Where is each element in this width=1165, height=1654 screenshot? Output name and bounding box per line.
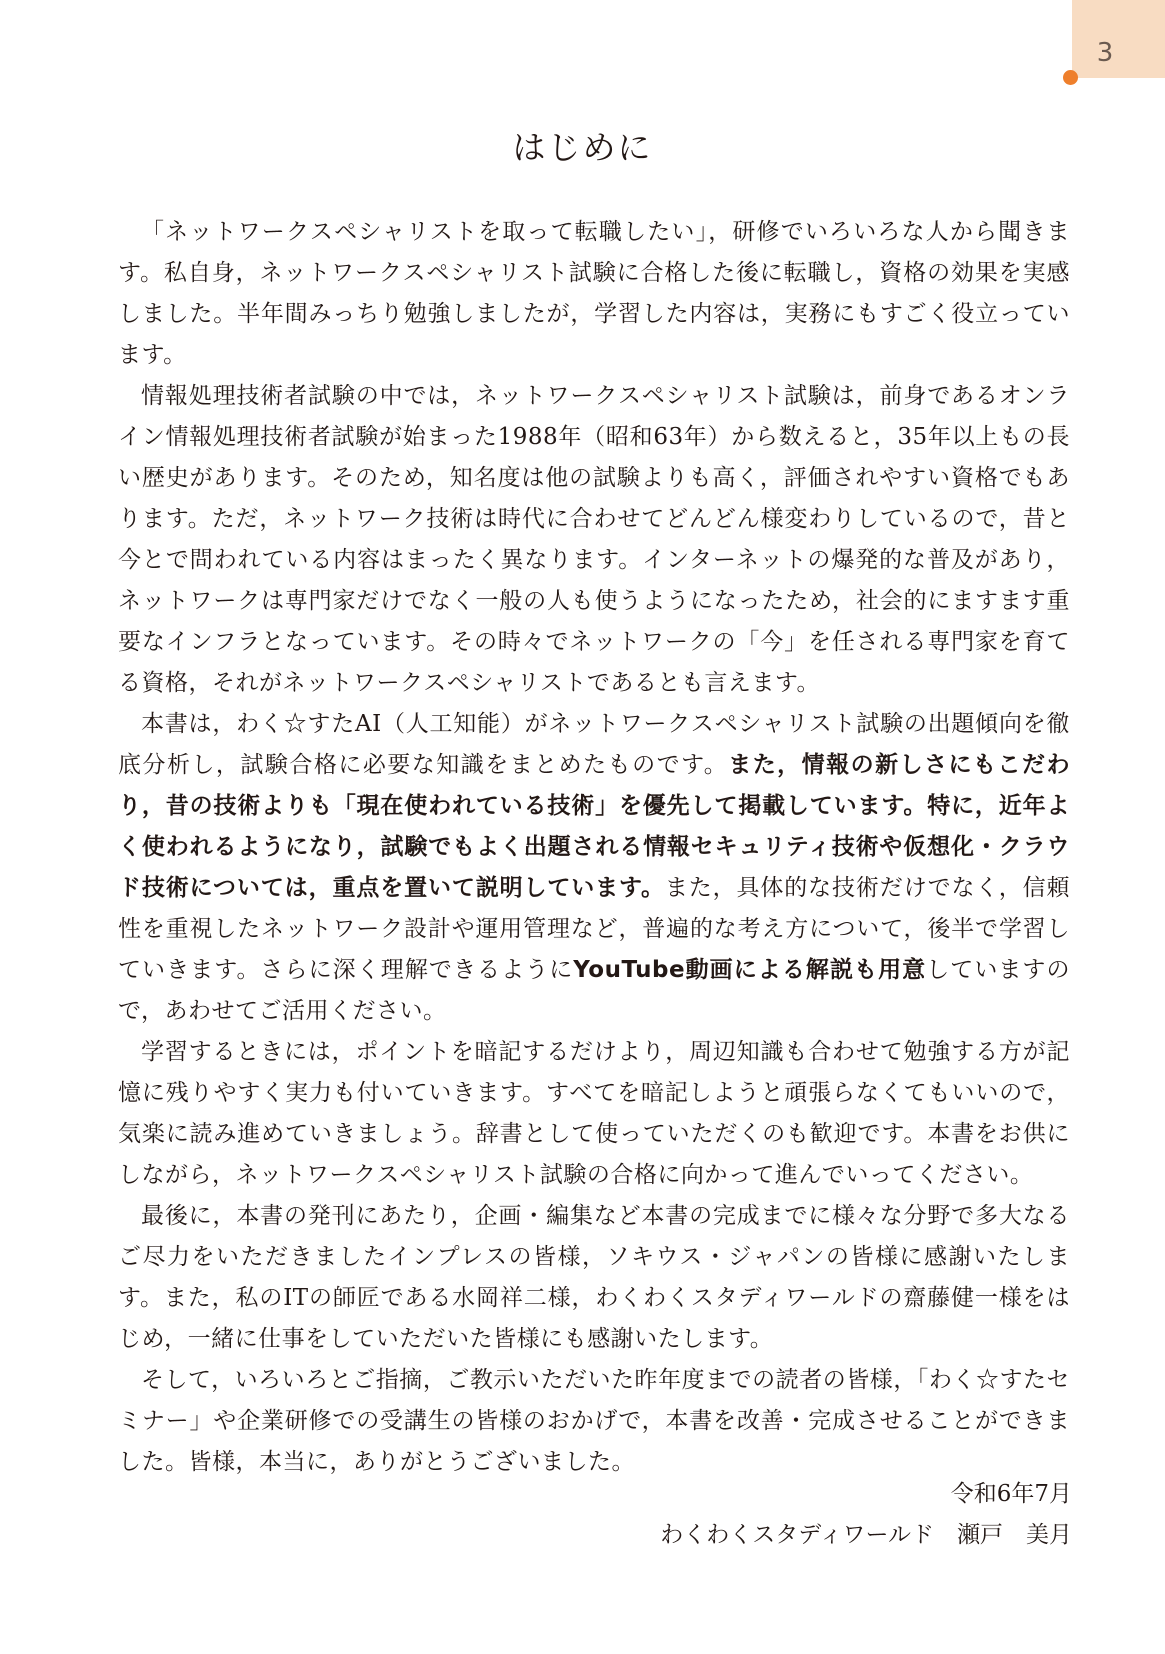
text-segment: そして，いろいろとご指摘，ご教示いただいた昨年度までの読者の皆様，「わく☆すたセミナー」や企業研修での受講生の皆様のおかげで，本書を改善・完成させることができました。皆様，本当に，ありがとうございました。 xyxy=(118,1367,1070,1475)
page-number: 3 xyxy=(1096,38,1114,68)
paragraph xyxy=(118,1196,1070,1360)
paragraph xyxy=(118,212,1070,376)
text-segment: していますので，あわせてご活用ください。 xyxy=(118,957,1070,1024)
paragraph xyxy=(118,1360,1070,1483)
page-title: はじめに xyxy=(512,128,653,167)
signature-date: 令和6年7月 xyxy=(950,1481,1072,1507)
signature xyxy=(660,1474,1072,1556)
text-segment: 「ネットワークスペシャリストを取って転職したい」，研修でいろいろな人から聞きます。私自身，ネットワークスペシャリスト試験に合格した後に転職し，資格の効果を実感しました。半年間みっちり勉強しましたが，学習した内容は，実務にもすごく役立っています。 xyxy=(118,219,1070,368)
text-segment: 本書は，わく☆すたAI（人工知能）がネットワークスペシャリスト試験の出題傾向を徹底分析し，試験合格に必要な知識をまとめたものです。 xyxy=(118,711,1070,778)
text-segment: 学習するときには，ポイントを暗記するだけより，周辺知識も合わせて勉強する方が記憶に残りやすく実力も付いていきます。すべてを暗記しようと頑張らなくてもいいので，気楽に読み進めていきましょう。辞書として使っていただくのも歓迎です。本書をお供にしながら，ネットワークスペシャリスト試験の合格に向かって進んでいってください。 xyxy=(118,1039,1070,1188)
paragraph xyxy=(118,704,1070,1032)
body-text xyxy=(118,212,1070,1483)
text-segment: また，具体的な技術だけでなく，信頼性を重視したネットワーク設計や運用管理など，普遍的な考え方について，後半で学習していきます。さらに深く理解できるように xyxy=(118,875,1070,983)
page-marker-dot xyxy=(1063,70,1078,85)
paragraph xyxy=(118,376,1070,704)
emphasized-text: また，情報の新しさにもこだわり，昔の技術よりも「現在使われている技術」を優先して掲載しています。特に，近年よく使われるようになり，試験でもよく出題される情報セキュリティ技術や仮想化・クラウド技術については，重点を置いて説明しています。 xyxy=(118,752,1070,901)
paragraph xyxy=(118,1032,1070,1196)
emphasized-text: YouTube動画による解説も用意 xyxy=(573,957,927,983)
text-segment: 情報処理技術者試験の中では，ネットワークスペシャリスト試験は，前身であるオンライン情報処理技術者試験が始まった1988年（昭和63年）から数えると，35年以上もの長い歴史があります。そのため，知名度は他の試験よりも高く，評価されやすい資格でもあります。ただ，ネットワーク技術は時代に合わせてどんどん様変わりしているので，昔と今とで問われている内容はまったく異なります。インターネットの爆発的な普及があり，ネットワークは専門家だけでなく一般の人も使うようになったため，社会的にますます重要なインフラとなっています。その時々でネットワークの「今」を任される専門家を育てる資格，それがネットワークスペシャリストであるとも言えます。 xyxy=(118,383,1070,696)
signature-author: わくわくスタディワールド 瀬戸 美月 xyxy=(660,1522,1072,1548)
text-segment: 最後に，本書の発刊にあたり，企画・編集など本書の完成までに様々な分野で多大なるご尽力をいただきましたインプレスの皆様，ソキウス・ジャパンの皆様に感謝いたします。また，私のITの師匠である水岡祥二様，わくわくスタディワールドの齋藤健一様をはじめ，一緒に仕事をしていただいた皆様にも感謝いたします。 xyxy=(118,1203,1070,1352)
